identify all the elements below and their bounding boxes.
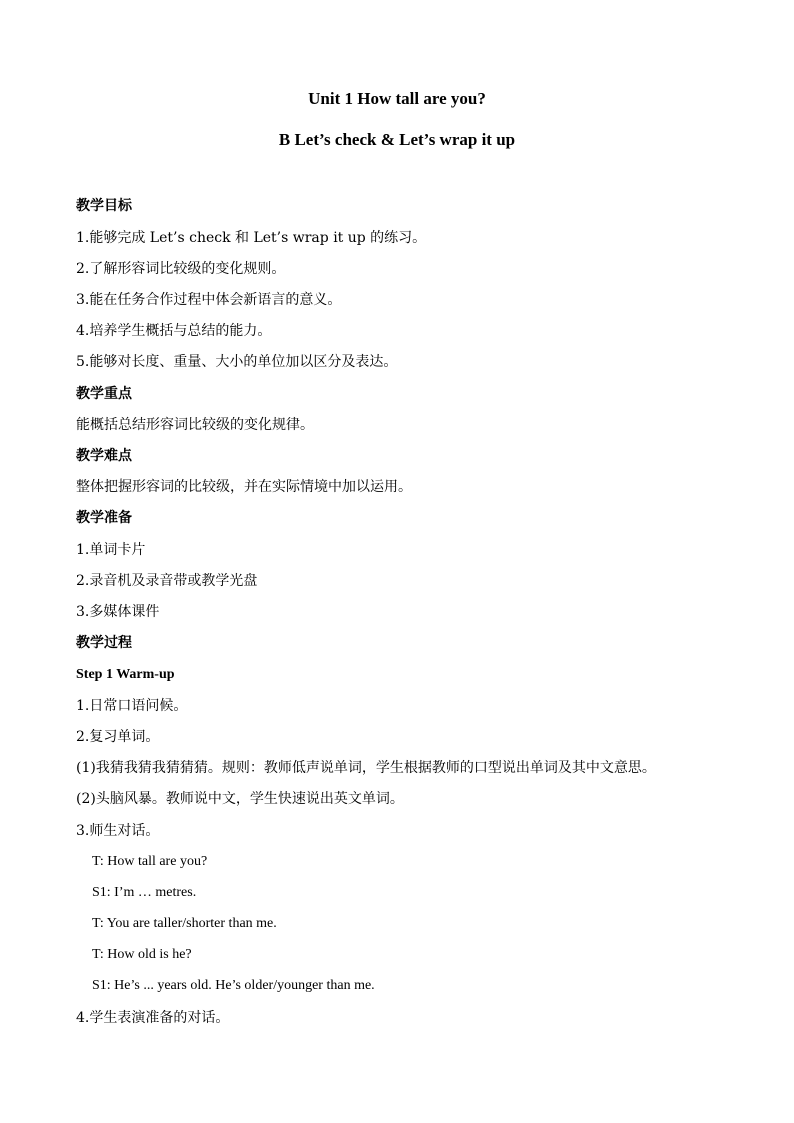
preparation-heading: 教学准备: [76, 510, 132, 526]
document-title: Unit 1 How tall are you?: [308, 89, 486, 108]
step1-item: (2)头脑风暴。教师说中文，学生快速说出英文单词。: [76, 791, 404, 807]
dialog-line: S1: He’s ... years old. He’s older/younger than me.: [92, 978, 375, 993]
difficulties-heading: 教学难点: [76, 448, 132, 464]
objectives-heading: 教学目标: [76, 198, 132, 214]
preparation-item: 1.单词卡片: [76, 542, 146, 558]
dialog-line: T: You are taller/shorter than me.: [92, 916, 277, 931]
difficulties-text: 整体把握形容词的比较级，并在实际情境中加以运用。: [76, 479, 412, 495]
dialog-line: T: How old is he?: [92, 947, 192, 962]
step1-item: 1.日常口语问候。: [76, 698, 188, 714]
key-points-heading: 教学重点: [76, 386, 132, 402]
step1-item: 3.师生对话。: [76, 823, 160, 839]
objective-item: 5.能够对长度、重量、大小的单位加以区分及表达。: [76, 354, 398, 370]
step1-item: (1)我猜我猜我猜猜猜。规则：教师低声说单词，学生根据教师的口型说出单词及其中文意思。: [76, 760, 656, 776]
dialog-line: S1: I’m … metres.: [92, 885, 197, 900]
document-subtitle: B Let’s check & Let’s wrap it up: [278, 130, 516, 149]
preparation-item: 2.录音机及录音带或教学光盘: [76, 573, 258, 589]
objective-item: 4.培养学生概括与总结的能力。: [76, 323, 272, 339]
step1-item: 4.学生表演准备的对话。: [76, 1010, 230, 1026]
process-heading: 教学过程: [76, 635, 132, 651]
step1-heading: Step 1 Warm-up: [76, 667, 175, 682]
step1-item: 2.复习单词。: [76, 729, 160, 745]
objective-item: 3.能在任务合作过程中体会新语言的意义。: [76, 292, 342, 308]
objective-item: 2.了解形容词比较级的变化规则。: [76, 261, 286, 277]
key-points-text: 能概括总结形容词比较级的变化规律。: [76, 417, 314, 433]
preparation-item: 3.多媒体课件: [76, 604, 160, 620]
objective-item: 1.能够完成 Let’s check 和 Let’s wrap it up 的练习。: [76, 230, 427, 246]
dialog-line: T: How tall are you?: [92, 854, 208, 869]
